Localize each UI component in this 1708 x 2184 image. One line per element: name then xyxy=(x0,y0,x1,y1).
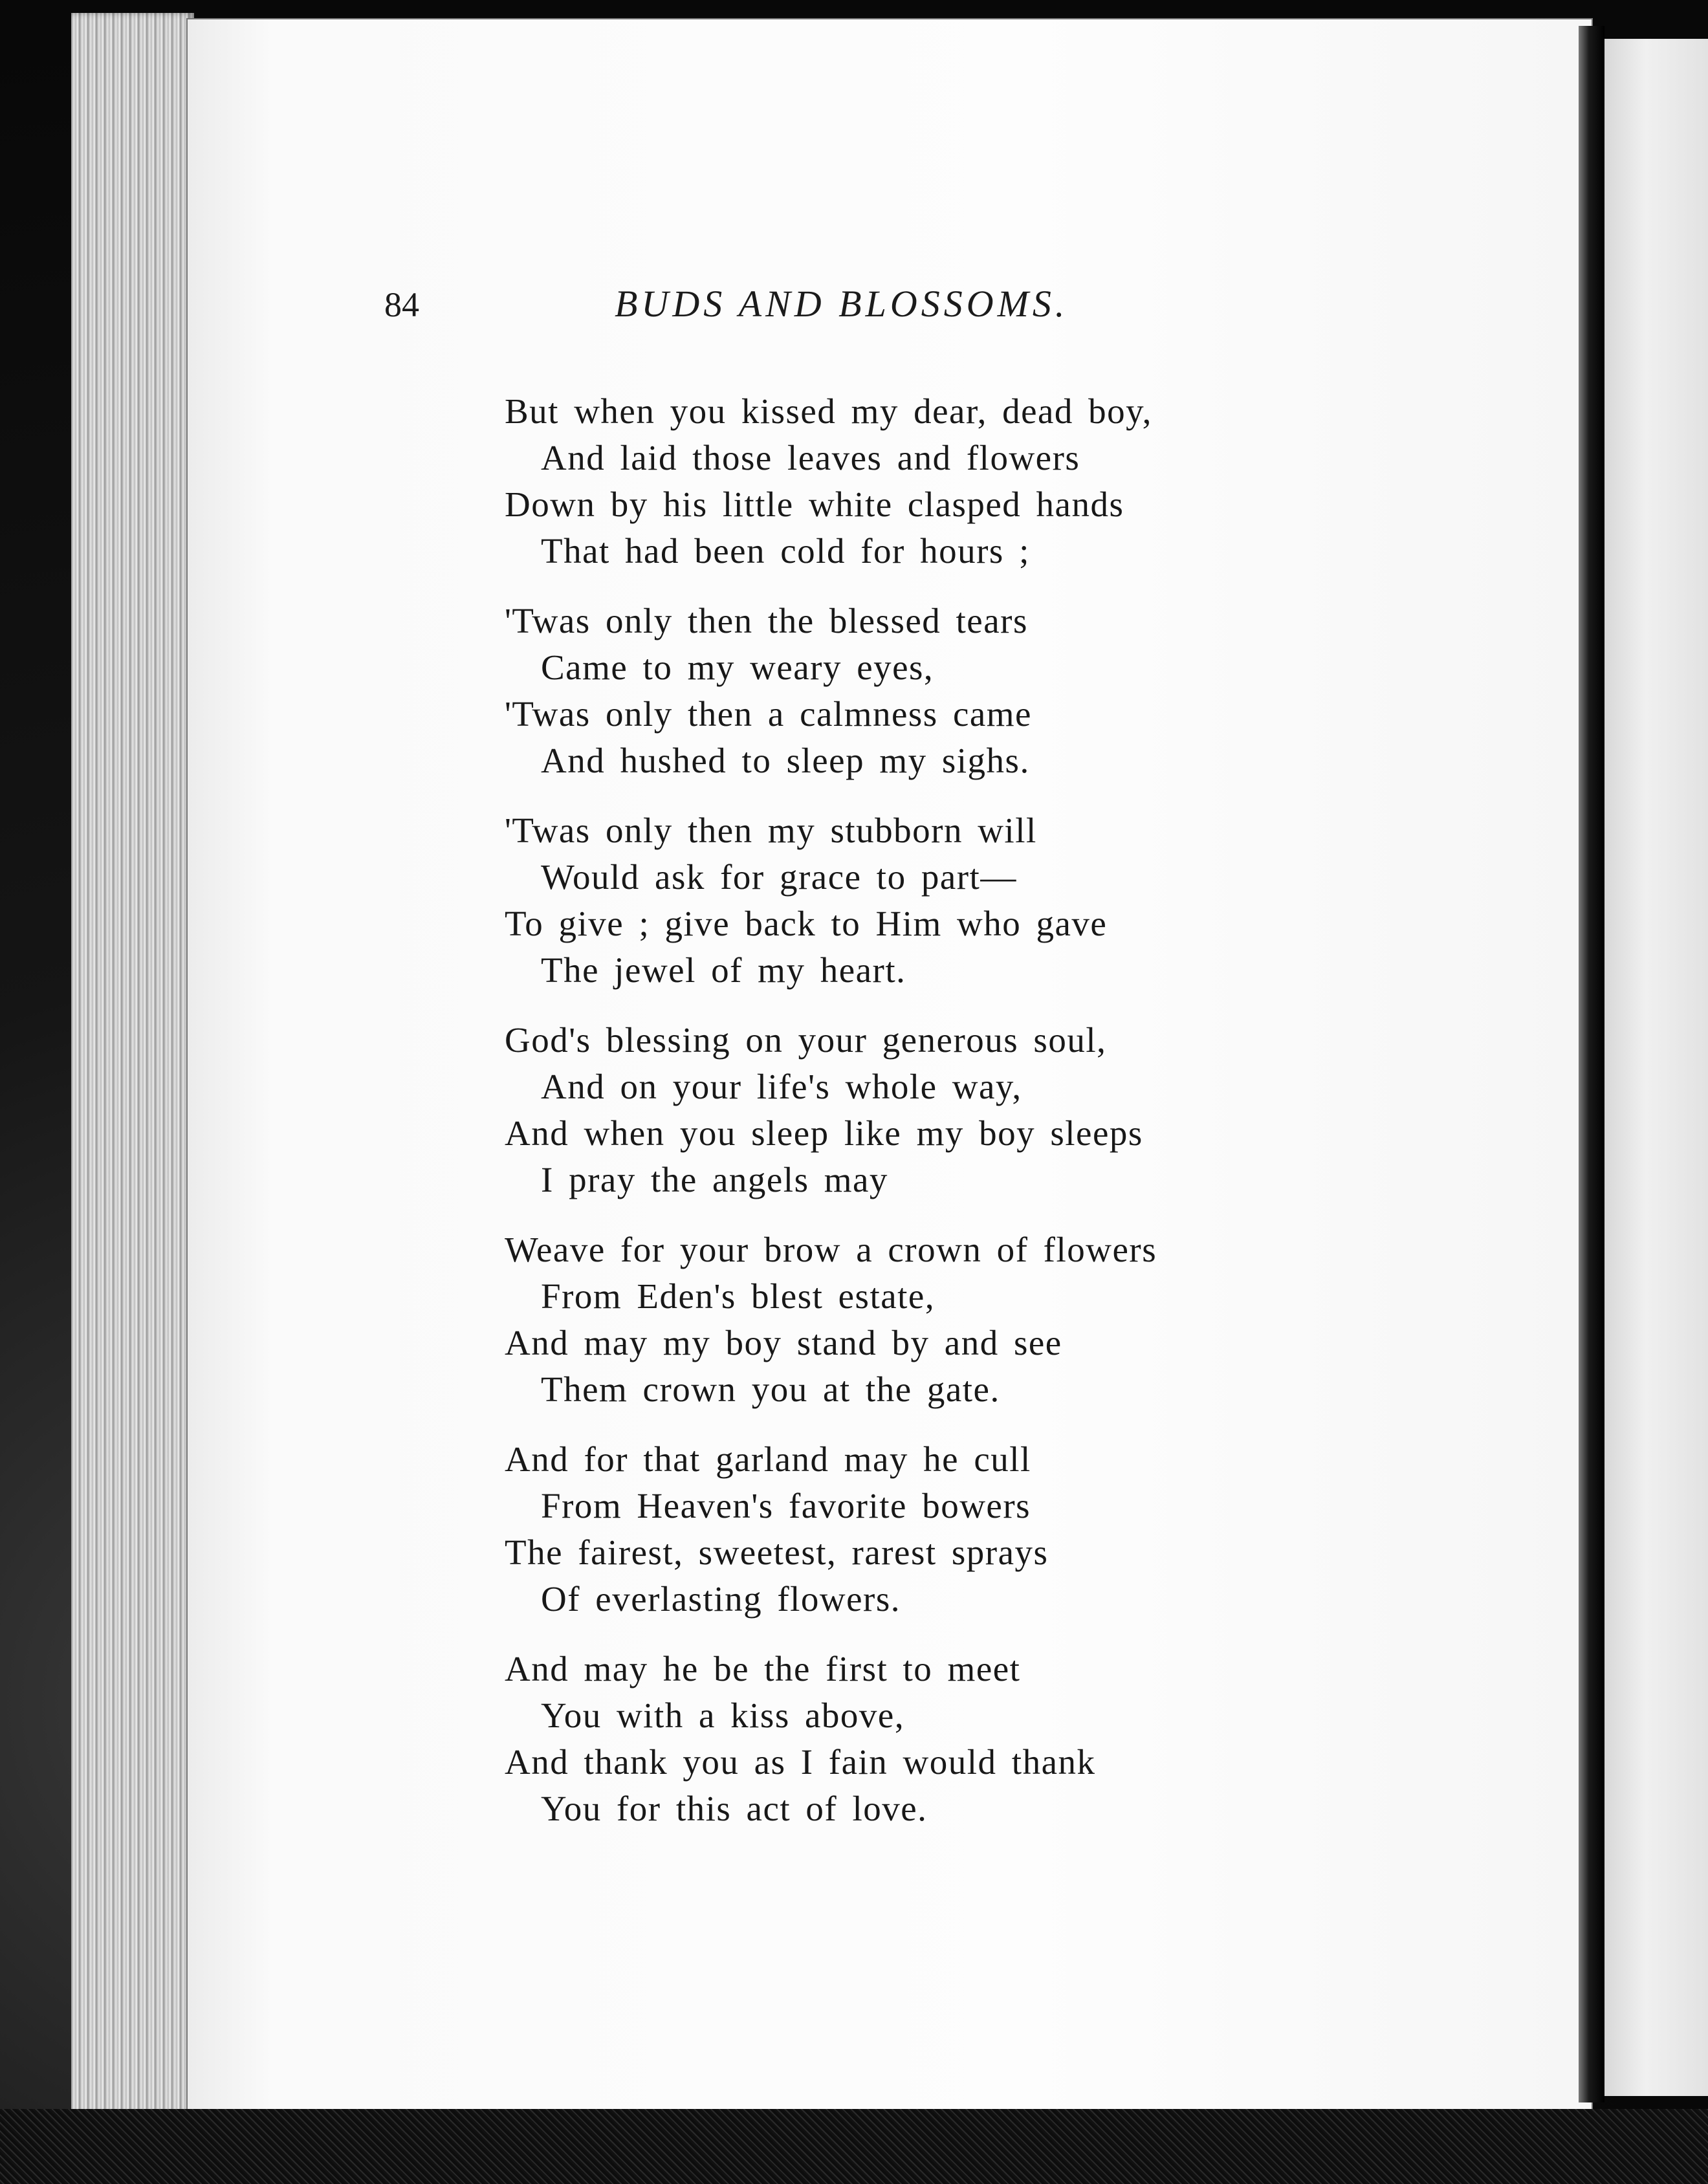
poem-line: And may my boy stand by and see xyxy=(505,1323,1062,1362)
stanza-1 xyxy=(505,388,1255,574)
running-head xyxy=(0,285,1708,336)
poem-line: And laid those leaves and flowers xyxy=(541,438,1080,477)
poem-line: Down by his little white clasped hands xyxy=(505,485,1124,524)
book-title: BUDS AND BLOSSOMS. xyxy=(615,283,1069,325)
poem-line: You with a kiss above, xyxy=(541,1696,905,1735)
stanza-2 xyxy=(505,598,1255,784)
poem-line: That had been cold for hours ; xyxy=(541,531,1030,571)
poem-line: To give ; give back to Him who gave xyxy=(505,904,1108,943)
poem-line: And thank you as I fain would thank xyxy=(505,1742,1096,1782)
stanza-3 xyxy=(505,807,1255,994)
poem-line: The jewel of my heart. xyxy=(541,950,906,990)
facing-page-edge xyxy=(1604,39,1708,2096)
poem-line: 'Twas only then the blessed tears xyxy=(505,601,1028,640)
poem-line: 'Twas only then a calmness came xyxy=(505,694,1032,734)
poem-line: You for this act of love. xyxy=(541,1789,928,1828)
page-number: 84 xyxy=(384,285,419,324)
stanza-5 xyxy=(505,1227,1255,1413)
poem-line: And may he be the first to meet xyxy=(505,1649,1021,1688)
poem-line: Of everlasting flowers. xyxy=(541,1579,901,1619)
stanza-6 xyxy=(505,1436,1255,1622)
poem-line: I pray the angels may xyxy=(541,1160,888,1199)
poem-line: 'Twas only then my stubborn will xyxy=(505,811,1037,850)
poem-line: God's blessing on your generous soul, xyxy=(505,1020,1107,1060)
poem-line: And when you sleep like my boy sleeps xyxy=(505,1113,1143,1153)
book-spine-gutter xyxy=(1579,26,1604,2102)
poem-line: But when you kissed my dear, dead boy, xyxy=(505,391,1152,431)
poem-line: And on your life's whole way, xyxy=(541,1067,1022,1106)
poem-line: From Heaven's favorite bowers xyxy=(541,1486,1031,1525)
poem-line: Weave for your brow a crown of flowers xyxy=(505,1230,1157,1269)
poem xyxy=(505,388,1255,1855)
poem-line: From Eden's blest estate, xyxy=(541,1276,936,1316)
poem-line: Came to my weary eyes, xyxy=(541,648,934,687)
poem-line: And hushed to sleep my sighs. xyxy=(541,741,1030,780)
stanza-7 xyxy=(505,1646,1255,1832)
poem-line: And for that garland may he cull xyxy=(505,1439,1031,1479)
poem-line: The fairest, sweetest, rarest sprays xyxy=(505,1533,1049,1572)
poem-line: Would ask for grace to part— xyxy=(541,857,1017,897)
scan-background xyxy=(0,2109,1708,2184)
stanza-4 xyxy=(505,1017,1255,1203)
poem-line: Them crown you at the gate. xyxy=(541,1370,1000,1409)
